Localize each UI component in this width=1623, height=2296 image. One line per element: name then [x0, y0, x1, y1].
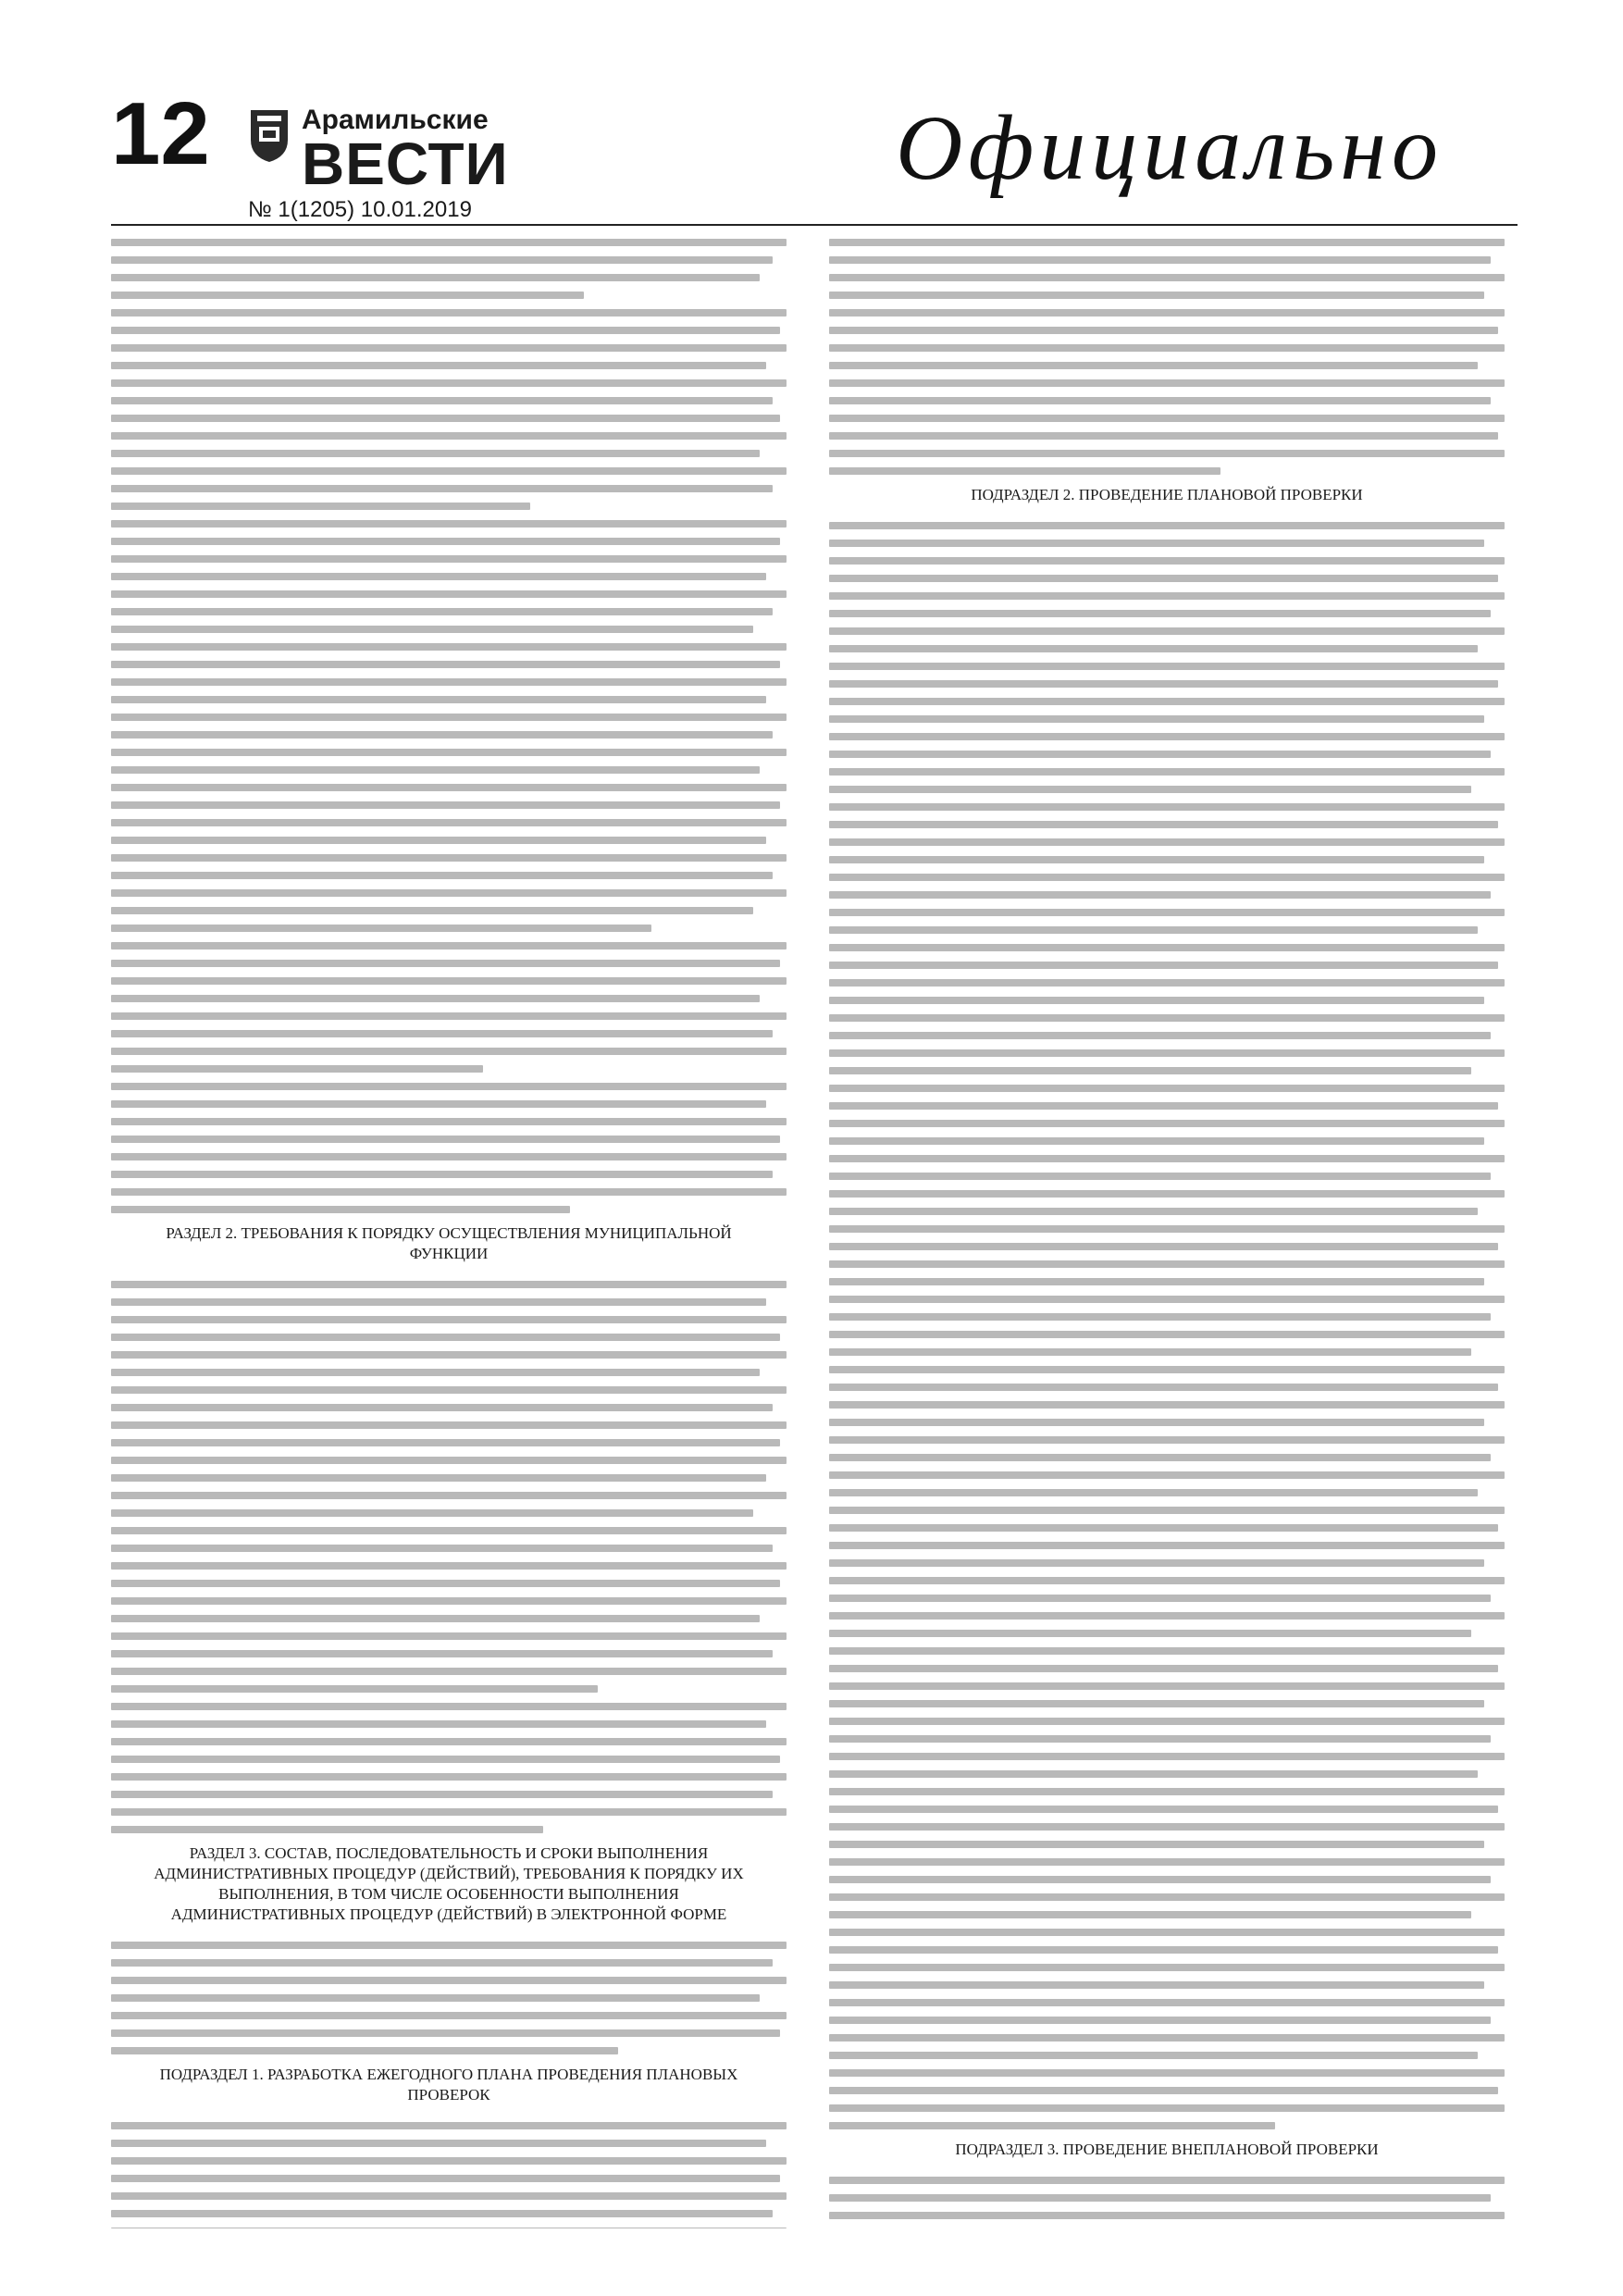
header-rule [111, 224, 1518, 226]
right-column [829, 239, 1505, 2228]
masthead-main: ВЕСТИ [302, 130, 509, 197]
page-number: 12 [111, 84, 210, 183]
masthead-top: Арамильские [302, 105, 489, 135]
text-block [111, 2122, 787, 2228]
page-header [111, 84, 1518, 241]
section-heading: ПОДРАЗДЕЛ 2. ПРОВЕДЕНИЕ ПЛАНОВОЙ ПРОВЕРКИ [971, 486, 1363, 503]
section-heading: ПОДРАЗДЕЛ 3. ПРОВЕДЕНИЕ ВНЕПЛАНОВОЙ ПРОВЕРКИ [955, 2141, 1379, 2158]
text-block [829, 239, 1505, 475]
newspaper-logo [248, 105, 600, 234]
section-heading: РАЗДЕЛ 3. СОСТАВ, ПОСЛЕДОВАТЕЛЬНОСТЬ И СРОКИ ВЫПОЛНЕНИЯ АДМИНИСТРАТИВНЫХ ПРОЦЕДУР (ДЕЙСТВИЙ), ТРЕБОВАНИЯ К ПОРЯДКУ ИХ ВЫПОЛНЕНИЯ, В ТОМ ЧИСЛЕ ОСОБЕННОСТИ ВЫПОЛНЕНИЯ АДМИНИСТРАТИВНЫХ ПРОЦЕДУР (ДЕЙСТВИЙ) В ЭЛЕКТРОННОЙ ФОРМЕ [154, 1844, 744, 1923]
issue-info: № 1(1205) 10.01.2019 [248, 197, 472, 222]
section-heading: РАЗДЕЛ 2. ТРЕБОВАНИЯ К ПОРЯДКУ ОСУЩЕСТВЛЕНИЯ МУНИЦИПАЛЬНОЙ ФУНКЦИИ [166, 1224, 732, 1262]
section-heading: ПОДРАЗДЕЛ 1. РАЗРАБОТКА ЕЖЕГОДНОГО ПЛАНА ПРОВЕДЕНИЯ ПЛАНОВЫХ ПРОВЕРОК [159, 2066, 738, 2104]
text-block [111, 1281, 787, 1833]
section-title: Официально [896, 96, 1443, 199]
coat-of-arms-icon [248, 105, 291, 164]
text-block [829, 522, 1505, 2129]
text-block [111, 1942, 787, 2054]
text-block [111, 239, 787, 1213]
text-block [829, 2177, 1505, 2228]
left-column [111, 239, 787, 2228]
